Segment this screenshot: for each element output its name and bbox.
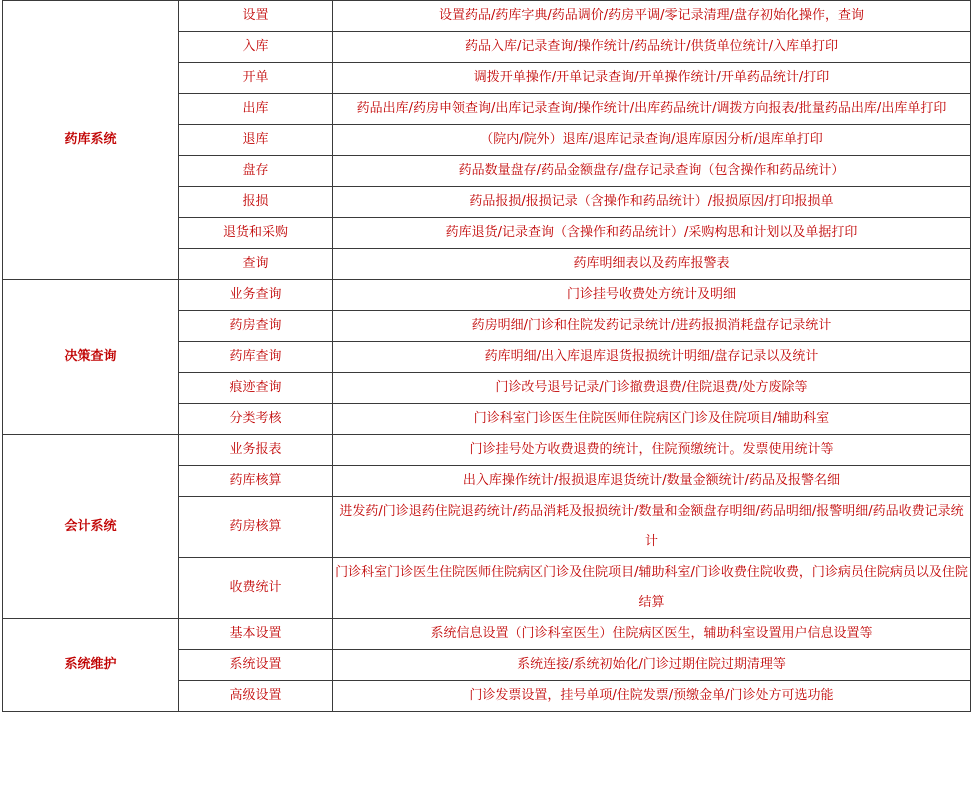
module-name-cell: 决策查询 bbox=[3, 280, 179, 435]
function-description-cell: 门诊挂号处方收费退费的统计，住院预缴统计。发票使用统计等 bbox=[333, 435, 971, 466]
table-row bbox=[3, 1, 971, 32]
function-description-cell: 药房明细/门诊和住院发药记录统计/进药报损消耗盘存记录统计 bbox=[333, 311, 971, 342]
function-description-cell: 进发药/门诊退药住院退药统计/药品消耗及报损统计/数量和金额盘存明细/药品明细/报警明细/药品收费记录统计 bbox=[333, 497, 971, 558]
function-description-cell: 出入库操作统计/报损退库退货统计/数量金额统计/药品及报警名细 bbox=[333, 466, 971, 497]
submodule-cell: 退库 bbox=[179, 125, 333, 156]
submodule-cell: 系统设置 bbox=[179, 650, 333, 681]
submodule-cell: 开单 bbox=[179, 63, 333, 94]
submodule-cell: 业务报表 bbox=[179, 435, 333, 466]
function-description-cell: 药品数量盘存/药品金额盘存/盘存记录查询（包含操作和药品统计） bbox=[333, 156, 971, 187]
function-description-cell: 门诊挂号收费处方统计及明细 bbox=[333, 280, 971, 311]
function-description-cell: 药库明细表以及药库报警表 bbox=[333, 249, 971, 280]
table-row bbox=[3, 280, 971, 311]
function-description-cell: 药品报损/报损记录（含操作和药品统计）/报损原因/打印报损单 bbox=[333, 187, 971, 218]
function-description-cell: （院内/院外）退库/退库记录查询/退库原因分析/退库单打印 bbox=[333, 125, 971, 156]
module-name-cell: 会计系统 bbox=[3, 435, 179, 619]
spec-table-body bbox=[3, 1, 971, 712]
submodule-cell: 基本设置 bbox=[179, 619, 333, 650]
module-name-cell: 系统维护 bbox=[3, 619, 179, 712]
submodule-cell: 盘存 bbox=[179, 156, 333, 187]
table-row bbox=[3, 435, 971, 466]
submodule-cell: 出库 bbox=[179, 94, 333, 125]
function-description-cell: 设置药品/药库字典/药品调价/药房平调/零记录清理/盘存初始化操作，查询 bbox=[333, 1, 971, 32]
submodule-cell: 药房查询 bbox=[179, 311, 333, 342]
function-description-cell: 调拨开单操作/开单记录查询/开单操作统计/开单药品统计/打印 bbox=[333, 63, 971, 94]
function-description-cell: 药品出库/药房申领查询/出库记录查询/操作统计/出库药品统计/调拨方向报表/批量药品出库/出库单打印 bbox=[333, 94, 971, 125]
submodule-cell: 高级设置 bbox=[179, 681, 333, 712]
function-description-cell: 系统信息设置（门诊科室医生）住院病区医生，辅助科室设置用户信息设置等 bbox=[333, 619, 971, 650]
submodule-cell: 设置 bbox=[179, 1, 333, 32]
submodule-cell: 药房核算 bbox=[179, 497, 333, 558]
table-row bbox=[3, 619, 971, 650]
function-description-cell: 门诊发票设置，挂号单项/住院发票/预缴金单/门诊处方可选功能 bbox=[333, 681, 971, 712]
submodule-cell: 收费统计 bbox=[179, 558, 333, 619]
submodule-cell: 分类考核 bbox=[179, 404, 333, 435]
function-description-cell: 药库退货/记录查询（含操作和药品统计）/采购构思和计划以及单据打印 bbox=[333, 218, 971, 249]
function-description-cell: 药库明细/出入库退库退货报损统计明细/盘存记录以及统计 bbox=[333, 342, 971, 373]
function-description-cell: 门诊科室门诊医生住院医师住院病区门诊及住院项目/辅助科室 bbox=[333, 404, 971, 435]
function-description-cell: 门诊改号退号记录/门诊撤费退费/住院退费/处方废除等 bbox=[333, 373, 971, 404]
submodule-cell: 入库 bbox=[179, 32, 333, 63]
submodule-cell: 痕迹查询 bbox=[179, 373, 333, 404]
submodule-cell: 药库查询 bbox=[179, 342, 333, 373]
submodule-cell: 退货和采购 bbox=[179, 218, 333, 249]
function-description-cell: 系统连接/系统初始化/门诊过期住院过期清理等 bbox=[333, 650, 971, 681]
module-name-cell: 药库系统 bbox=[3, 1, 179, 280]
submodule-cell: 业务查询 bbox=[179, 280, 333, 311]
submodule-cell: 药库核算 bbox=[179, 466, 333, 497]
submodule-cell: 报损 bbox=[179, 187, 333, 218]
function-description-cell: 药品入库/记录查询/操作统计/药品统计/供货单位统计/入库单打印 bbox=[333, 32, 971, 63]
function-description-cell: 门诊科室门诊医生住院医师住院病区门诊及住院项目/辅助科室/门诊收费住院收费，门诊病员住院病员以及住院结算 bbox=[333, 558, 971, 619]
function-spec-table bbox=[2, 0, 971, 712]
submodule-cell: 查询 bbox=[179, 249, 333, 280]
